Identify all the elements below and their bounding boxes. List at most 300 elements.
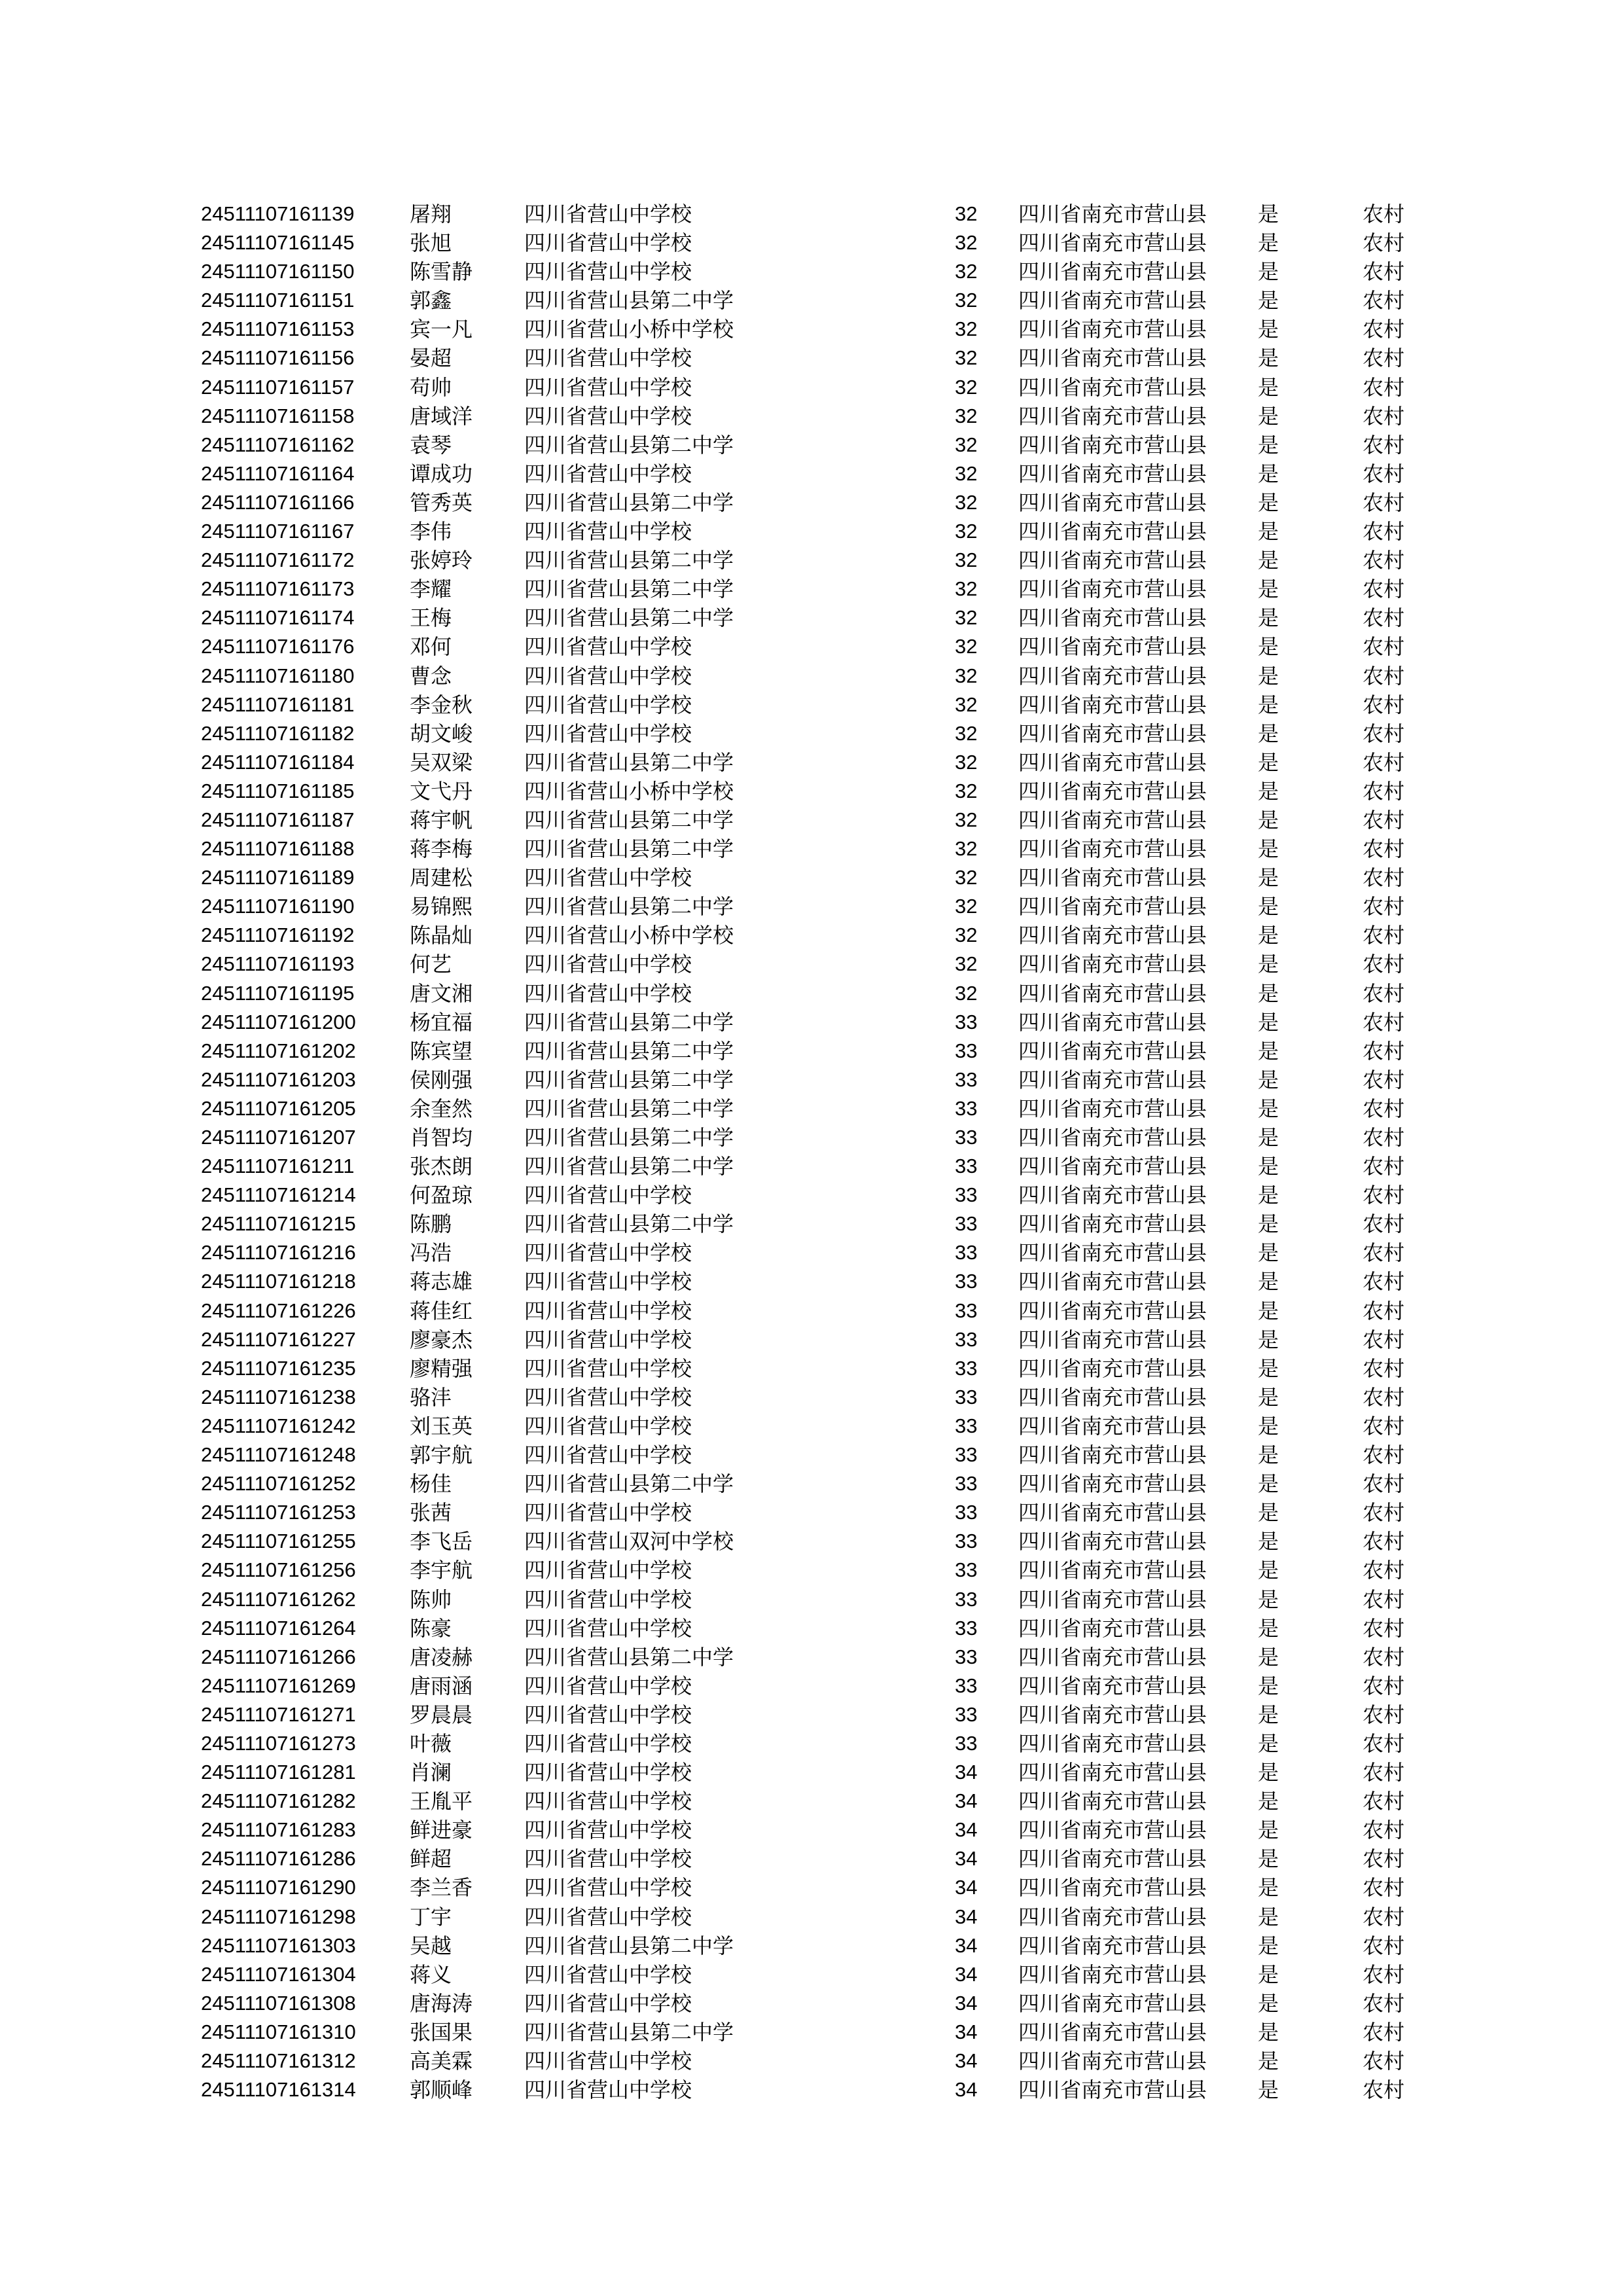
score-cell: 32	[955, 808, 978, 831]
table-row	[0, 2075, 1623, 2104]
school-name-cell: 四川省营山中学校	[524, 1962, 692, 1987]
status-flag-cell: 是	[1258, 230, 1279, 256]
school-name-cell: 四川省营山县第二中学	[524, 1038, 734, 1064]
region-cell: 四川省南充市营山县	[1018, 2077, 1207, 2103]
residence-type-cell: 农村	[1363, 1096, 1405, 1121]
region-cell: 四川省南充市营山县	[1018, 403, 1207, 429]
residence-type-cell: 农村	[1363, 1702, 1405, 1727]
student-id-cell: 24511107161176	[201, 635, 355, 658]
score-cell: 32	[955, 202, 978, 225]
school-name-cell: 四川省营山中学校	[524, 1702, 692, 1727]
score-cell: 34	[955, 1991, 978, 2015]
status-flag-cell: 是	[1258, 1558, 1279, 1583]
status-flag-cell: 是	[1258, 1875, 1279, 1901]
residence-type-cell: 农村	[1363, 749, 1405, 775]
student-id-cell: 24511107161150	[201, 260, 355, 283]
status-flag-cell: 是	[1258, 663, 1279, 689]
status-flag-cell: 是	[1258, 1038, 1279, 1064]
status-flag-cell: 是	[1258, 923, 1279, 948]
student-id-cell: 24511107161282	[201, 1789, 356, 1813]
score-cell: 32	[955, 635, 978, 658]
student-id-cell: 24511107161162	[201, 433, 355, 456]
region-cell: 四川省南充市营山县	[1018, 1443, 1207, 1468]
table-row	[0, 1469, 1623, 1498]
status-flag-cell: 是	[1258, 1990, 1279, 2016]
table-row	[0, 1441, 1623, 1469]
status-flag-cell: 是	[1258, 1355, 1279, 1381]
region-cell: 四川省南充市营山县	[1018, 923, 1207, 948]
school-name-cell: 四川省营山县第二中学	[524, 1644, 734, 1670]
score-cell: 32	[955, 895, 978, 918]
table-row	[0, 719, 1623, 748]
score-cell: 32	[955, 375, 978, 399]
score-cell: 34	[955, 1818, 978, 1842]
region-cell: 四川省南充市营山县	[1018, 1933, 1207, 1958]
status-flag-cell: 是	[1258, 1471, 1279, 1497]
residence-type-cell: 农村	[1363, 1384, 1405, 1410]
status-flag-cell: 是	[1258, 346, 1279, 371]
region-cell: 四川省南充市营山县	[1018, 1702, 1207, 1727]
status-flag-cell: 是	[1258, 721, 1279, 746]
table-row	[0, 228, 1623, 257]
region-cell: 四川省南充市营山县	[1018, 2049, 1207, 2073]
school-name-cell: 四川省营山中学校	[524, 692, 692, 717]
score-cell: 32	[955, 664, 978, 687]
residence-type-cell: 农村	[1363, 1644, 1405, 1670]
student-name-cell: 刘玉英	[410, 1413, 473, 1439]
school-name-cell: 四川省营山县第二中学	[524, 288, 734, 314]
residence-type-cell: 农村	[1363, 1269, 1405, 1295]
student-name-cell: 吴越	[410, 1933, 452, 1958]
residence-type-cell: 农村	[1363, 1067, 1405, 1092]
school-name-cell: 四川省营山中学校	[524, 1183, 692, 1208]
school-name-cell: 四川省营山小桥中学校	[524, 923, 734, 948]
table-row	[0, 1960, 1623, 1989]
status-flag-cell: 是	[1258, 1269, 1279, 1295]
residence-type-cell: 农村	[1363, 721, 1405, 746]
student-name-cell: 唐海涛	[410, 1990, 473, 2016]
score-cell: 32	[955, 577, 978, 601]
school-name-cell: 四川省营山中学校	[524, 980, 692, 1006]
score-cell: 32	[955, 750, 978, 774]
status-flag-cell: 是	[1258, 1240, 1279, 1266]
school-name-cell: 四川省营山县第二中学	[524, 605, 734, 631]
status-flag-cell: 是	[1258, 778, 1279, 804]
school-name-cell: 四川省营山中学校	[524, 461, 692, 486]
residence-type-cell: 农村	[1363, 1875, 1405, 1901]
table-row	[0, 1816, 1623, 1844]
student-id-cell: 24511107161151	[201, 289, 355, 312]
residence-type-cell: 农村	[1363, 346, 1405, 371]
school-name-cell: 四川省营山中学校	[524, 1846, 692, 1872]
school-name-cell: 四川省营山中学校	[524, 2049, 692, 2073]
region-cell: 四川省南充市营山县	[1018, 259, 1207, 285]
school-name-cell: 四川省营山中学校	[524, 1615, 692, 1641]
region-cell: 四川省南充市营山县	[1018, 1471, 1207, 1497]
student-id-cell: 24511107161262	[201, 1587, 356, 1611]
residence-type-cell: 农村	[1363, 230, 1405, 256]
student-name-cell: 廖精强	[410, 1355, 473, 1381]
status-flag-cell: 是	[1258, 952, 1279, 977]
table-row	[0, 777, 1623, 806]
residence-type-cell: 农村	[1363, 577, 1405, 602]
residence-type-cell: 农村	[1363, 1327, 1405, 1352]
student-id-cell: 24511107161205	[201, 1096, 356, 1120]
table-row	[0, 1354, 1623, 1383]
school-name-cell: 四川省营山中学校	[524, 663, 692, 689]
school-name-cell: 四川省营山中学校	[524, 1298, 692, 1323]
status-flag-cell: 是	[1258, 1384, 1279, 1410]
table-row	[0, 603, 1623, 632]
status-flag-cell: 是	[1258, 1154, 1279, 1179]
residence-type-cell: 农村	[1363, 374, 1405, 400]
student-name-cell: 鲜进豪	[410, 1818, 473, 1843]
region-cell: 四川省南充市营山县	[1018, 1673, 1207, 1698]
student-id-cell: 24511107161286	[201, 1847, 356, 1871]
score-cell: 34	[955, 1905, 978, 1928]
region-cell: 四川省南充市营山县	[1018, 1500, 1207, 1526]
table-row	[0, 1094, 1623, 1123]
region-cell: 四川省南充市营山县	[1018, 1384, 1207, 1410]
school-name-cell: 四川省营山县第二中学	[524, 1211, 734, 1237]
school-name-cell: 四川省营山中学校	[524, 634, 692, 660]
school-name-cell: 四川省营山中学校	[524, 1413, 692, 1439]
student-name-cell: 郭宇航	[410, 1443, 473, 1468]
table-row	[0, 2047, 1623, 2075]
score-cell: 32	[955, 981, 978, 1005]
residence-type-cell: 农村	[1363, 807, 1405, 833]
student-id-cell: 24511107161188	[201, 837, 355, 861]
region-cell: 四川省南充市营山县	[1018, 577, 1207, 602]
student-name-cell: 唐雨涵	[410, 1673, 473, 1698]
student-id-cell: 24511107161145	[201, 231, 355, 255]
school-name-cell: 四川省营山中学校	[524, 1587, 692, 1612]
status-flag-cell: 是	[1258, 1702, 1279, 1727]
residence-type-cell: 农村	[1363, 1731, 1405, 1756]
table-row	[0, 1238, 1623, 1267]
school-name-cell: 四川省营山小桥中学校	[524, 778, 734, 804]
score-cell: 32	[955, 606, 978, 630]
score-cell: 34	[955, 1847, 978, 1871]
status-flag-cell: 是	[1258, 980, 1279, 1006]
school-name-cell: 四川省营山中学校	[524, 721, 692, 746]
student-name-cell: 邓何	[410, 634, 452, 660]
score-cell: 32	[955, 866, 978, 889]
residence-type-cell: 农村	[1363, 1529, 1405, 1554]
student-name-cell: 曹念	[410, 663, 452, 689]
residence-type-cell: 农村	[1363, 1154, 1405, 1179]
status-flag-cell: 是	[1258, 259, 1279, 285]
score-cell: 33	[955, 1270, 978, 1293]
score-cell: 32	[955, 520, 978, 543]
residence-type-cell: 农村	[1363, 1587, 1405, 1612]
student-name-cell: 苟帅	[410, 374, 452, 400]
status-flag-cell: 是	[1258, 1933, 1279, 1958]
school-name-cell: 四川省营山中学校	[524, 374, 692, 400]
school-name-cell: 四川省营山县第二中学	[524, 577, 734, 602]
table-row	[0, 748, 1623, 777]
region-cell: 四川省南充市营山县	[1018, 1962, 1207, 1987]
student-id-cell: 24511107161216	[201, 1241, 356, 1265]
student-id-cell: 24511107161190	[201, 895, 355, 918]
student-id-cell: 24511107161158	[201, 404, 355, 427]
school-name-cell: 四川省营山县第二中学	[524, 1125, 734, 1150]
region-cell: 四川省南充市营山县	[1018, 1096, 1207, 1121]
residence-type-cell: 农村	[1363, 1962, 1405, 1987]
score-cell: 32	[955, 924, 978, 947]
school-name-cell: 四川省营山中学校	[524, 1384, 692, 1410]
school-name-cell: 四川省营山中学校	[524, 519, 692, 545]
student-name-cell: 肖智均	[410, 1125, 473, 1150]
table-row	[0, 632, 1623, 661]
status-flag-cell: 是	[1258, 1009, 1279, 1035]
student-name-cell: 肖澜	[410, 1760, 452, 1785]
student-name-cell: 余奎然	[410, 1096, 473, 1121]
region-cell: 四川省南充市营山县	[1018, 778, 1207, 804]
residence-type-cell: 农村	[1363, 1904, 1405, 1929]
student-name-cell: 李飞岳	[410, 1529, 473, 1554]
score-cell: 33	[955, 1530, 978, 1553]
student-id-cell: 24511107161174	[201, 606, 355, 630]
school-name-cell: 四川省营山中学校	[524, 1760, 692, 1785]
school-name-cell: 四川省营山中学校	[524, 1558, 692, 1583]
region-cell: 四川省南充市营山县	[1018, 202, 1207, 226]
score-cell: 34	[955, 2078, 978, 2102]
score-cell: 33	[955, 1327, 978, 1351]
status-flag-cell: 是	[1258, 1327, 1279, 1352]
score-cell: 33	[955, 1472, 978, 1496]
student-id-cell: 24511107161182	[201, 721, 355, 745]
student-id-cell: 24511107161269	[201, 1674, 356, 1697]
student-id-cell: 24511107161303	[201, 1933, 356, 1957]
score-cell: 32	[955, 260, 978, 283]
region-cell: 四川省南充市营山县	[1018, 288, 1207, 314]
region-cell: 四川省南充市营山县	[1018, 1558, 1207, 1583]
residence-type-cell: 农村	[1363, 1990, 1405, 2016]
status-flag-cell: 是	[1258, 1615, 1279, 1641]
residence-type-cell: 农村	[1363, 1413, 1405, 1439]
residence-type-cell: 农村	[1363, 202, 1405, 226]
status-flag-cell: 是	[1258, 490, 1279, 515]
region-cell: 四川省南充市营山县	[1018, 1615, 1207, 1641]
table-row	[0, 344, 1623, 372]
residence-type-cell: 农村	[1363, 548, 1405, 573]
residence-type-cell: 农村	[1363, 923, 1405, 948]
residence-type-cell: 农村	[1363, 1355, 1405, 1381]
score-cell: 34	[955, 1789, 978, 1813]
score-cell: 34	[955, 1933, 978, 1957]
residence-type-cell: 农村	[1363, 1211, 1405, 1237]
student-name-cell: 唐域洋	[410, 403, 473, 429]
region-cell: 四川省南充市营山县	[1018, 952, 1207, 977]
score-cell: 34	[955, 2049, 978, 2072]
table-row	[0, 921, 1623, 950]
student-name-cell: 宾一凡	[410, 317, 473, 342]
region-cell: 四川省南充市营山县	[1018, 692, 1207, 717]
score-cell: 32	[955, 548, 978, 572]
school-name-cell: 四川省营山中学校	[524, 1240, 692, 1266]
student-id-cell: 24511107161173	[201, 577, 355, 601]
status-flag-cell: 是	[1258, 1067, 1279, 1092]
student-id-cell: 24511107161185	[201, 779, 355, 802]
table-row	[0, 1527, 1623, 1556]
student-name-cell: 李耀	[410, 577, 452, 602]
school-name-cell: 四川省营山中学校	[524, 952, 692, 977]
school-name-cell: 四川省营山中学校	[524, 865, 692, 891]
score-cell: 32	[955, 490, 978, 514]
student-id-cell: 24511107161214	[201, 1183, 356, 1207]
student-name-cell: 叶薇	[410, 1731, 452, 1756]
student-id-cell: 24511107161266	[201, 1645, 356, 1668]
school-name-cell: 四川省营山县第二中学	[524, 2019, 734, 2045]
region-cell: 四川省南充市营山县	[1018, 1183, 1207, 1208]
student-id-cell: 24511107161310	[201, 2020, 356, 2043]
student-id-cell: 24511107161189	[201, 866, 355, 889]
table-row	[0, 431, 1623, 459]
status-flag-cell: 是	[1258, 836, 1279, 862]
score-cell: 33	[955, 1183, 978, 1207]
residence-type-cell: 农村	[1363, 1789, 1405, 1814]
score-cell: 34	[955, 1876, 978, 1899]
region-cell: 四川省南充市营山县	[1018, 317, 1207, 342]
student-name-cell: 蒋志雄	[410, 1269, 473, 1295]
student-id-cell: 24511107161164	[201, 461, 355, 485]
region-cell: 四川省南充市营山县	[1018, 1327, 1207, 1352]
status-flag-cell: 是	[1258, 692, 1279, 717]
student-id-cell: 24511107161271	[201, 1702, 356, 1726]
status-flag-cell: 是	[1258, 894, 1279, 920]
table-row	[0, 950, 1623, 978]
status-flag-cell: 是	[1258, 807, 1279, 833]
region-cell: 四川省南充市营山县	[1018, 1818, 1207, 1843]
region-cell: 四川省南充市营山县	[1018, 1789, 1207, 1814]
table-row	[0, 1210, 1623, 1238]
status-flag-cell: 是	[1258, 1211, 1279, 1237]
student-name-cell: 李伟	[410, 519, 452, 545]
student-id-cell: 24511107161248	[201, 1443, 356, 1467]
region-cell: 四川省南充市营山县	[1018, 1413, 1207, 1439]
score-cell: 33	[955, 1067, 978, 1091]
student-name-cell: 李兰香	[410, 1875, 473, 1901]
status-flag-cell: 是	[1258, 1962, 1279, 1987]
score-cell: 32	[955, 837, 978, 861]
table-row	[0, 546, 1623, 575]
score-cell: 33	[955, 1414, 978, 1437]
student-name-cell: 陈鹏	[410, 1211, 452, 1237]
school-name-cell: 四川省营山中学校	[524, 230, 692, 256]
school-name-cell: 四川省营山中学校	[524, 1673, 692, 1698]
score-cell: 33	[955, 1645, 978, 1668]
student-id-cell: 24511107161207	[201, 1126, 356, 1149]
region-cell: 四川省南充市营山县	[1018, 1038, 1207, 1064]
school-name-cell: 四川省营山中学校	[524, 1789, 692, 1814]
table-row	[0, 1873, 1623, 1902]
status-flag-cell: 是	[1258, 634, 1279, 660]
table-row	[0, 863, 1623, 892]
student-id-cell: 24511107161153	[201, 317, 355, 341]
student-name-cell: 蒋宇帆	[410, 807, 473, 833]
student-id-cell: 24511107161203	[201, 1067, 356, 1091]
residence-type-cell: 农村	[1363, 1183, 1405, 1208]
school-name-cell: 四川省营山中学校	[524, 1731, 692, 1756]
student-id-cell: 24511107161172	[201, 548, 355, 572]
table-row	[0, 1585, 1623, 1614]
score-cell: 33	[955, 1616, 978, 1640]
table-row	[0, 373, 1623, 402]
student-id-cell: 24511107161166	[201, 490, 355, 514]
score-cell: 33	[955, 1385, 978, 1408]
status-flag-cell: 是	[1258, 519, 1279, 545]
student-name-cell: 蒋佳红	[410, 1298, 473, 1323]
status-flag-cell: 是	[1258, 1673, 1279, 1698]
student-name-cell: 王梅	[410, 605, 452, 631]
student-name-cell: 何盈琼	[410, 1183, 473, 1208]
student-id-cell: 24511107161167	[201, 520, 355, 543]
student-id-cell: 24511107161281	[201, 1761, 356, 1784]
status-flag-cell: 是	[1258, 1789, 1279, 1814]
student-name-cell: 易锦熙	[410, 894, 473, 920]
residence-type-cell: 农村	[1363, 894, 1405, 920]
residence-type-cell: 农村	[1363, 634, 1405, 660]
table-row	[0, 200, 1623, 228]
score-cell: 32	[955, 289, 978, 312]
student-name-cell: 张茜	[410, 1500, 452, 1526]
region-cell: 四川省南充市营山县	[1018, 519, 1207, 545]
score-cell: 33	[955, 1096, 978, 1120]
student-id-cell: 24511107161184	[201, 750, 355, 774]
student-name-cell: 文弋丹	[410, 778, 473, 804]
status-flag-cell: 是	[1258, 1443, 1279, 1468]
table-row	[0, 1152, 1623, 1181]
student-name-cell: 王胤平	[410, 1789, 473, 1814]
school-name-cell: 四川省营山中学校	[524, 1875, 692, 1901]
region-cell: 四川省南充市营山县	[1018, 2019, 1207, 2045]
table-row	[0, 1498, 1623, 1527]
score-cell: 33	[955, 1443, 978, 1467]
region-cell: 四川省南充市营山县	[1018, 980, 1207, 1006]
residence-type-cell: 农村	[1363, 980, 1405, 1006]
student-id-cell: 24511107161235	[201, 1356, 356, 1380]
score-cell: 33	[955, 1039, 978, 1062]
status-flag-cell: 是	[1258, 2019, 1279, 2045]
table-row	[0, 691, 1623, 719]
residence-type-cell: 农村	[1363, 1038, 1405, 1064]
student-id-cell: 24511107161200	[201, 1010, 356, 1033]
student-id-cell: 24511107161211	[201, 1155, 355, 1178]
school-name-cell: 四川省营山中学校	[524, 1818, 692, 1843]
student-name-cell: 唐文湘	[410, 980, 473, 1006]
student-name-cell: 张杰朗	[410, 1154, 473, 1179]
student-name-cell: 陈宾望	[410, 1038, 473, 1064]
score-cell: 32	[955, 461, 978, 485]
school-name-cell: 四川省营山县第二中学	[524, 1009, 734, 1035]
region-cell: 四川省南充市营山县	[1018, 1731, 1207, 1756]
student-id-cell: 24511107161181	[201, 692, 355, 716]
residence-type-cell: 农村	[1363, 403, 1405, 429]
table-row	[0, 1008, 1623, 1037]
student-name-cell: 丁宇	[410, 1904, 452, 1929]
student-id-cell: 24511107161255	[201, 1530, 356, 1553]
table-row	[0, 892, 1623, 921]
school-name-cell: 四川省营山中学校	[524, 1500, 692, 1526]
score-cell: 33	[955, 1731, 978, 1755]
region-cell: 四川省南充市营山县	[1018, 836, 1207, 862]
status-flag-cell: 是	[1258, 2049, 1279, 2073]
student-name-cell: 吴双梁	[410, 749, 473, 775]
residence-type-cell: 农村	[1363, 1558, 1405, 1583]
score-cell: 33	[955, 1587, 978, 1611]
student-id-cell: 24511107161218	[201, 1270, 356, 1293]
